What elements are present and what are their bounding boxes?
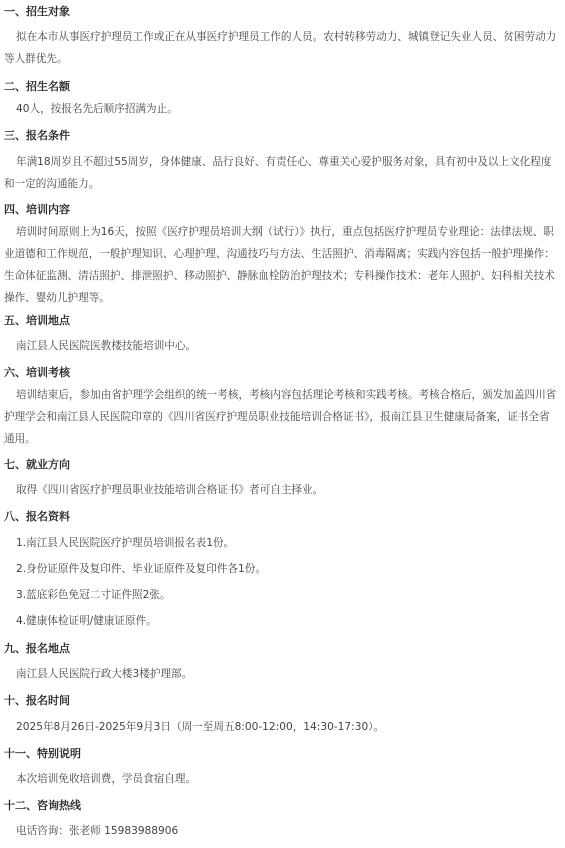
list-item [4, 610, 560, 632]
list-item [4, 584, 560, 606]
section-heading-quota: 二、招生名额 [4, 80, 70, 93]
section-heading-hotline: 十二、咨询热线 [4, 799, 81, 812]
section-body-content [4, 221, 560, 309]
section-body-assessment [4, 384, 560, 450]
list-item-text: 4.健康体检证明/健康证原件。 [16, 615, 157, 627]
section-body-text: 培训时间原则上为16天，按照《医疗护理员培训大纲（试行）》执行，重点包括医疗护理员专业理论：法律法规、职业道德和工作规范，一般护理知识、心理护理、沟通技巧与方法、生活照护、消毒隔离；实践内容包括一般护理操作：生命体征监测、清洁照护、排泄照护、移动照护、静脉血栓防治护理技术；专科操作技术：老年人照护、妇科相关技术操作、婴幼儿护理等。 [4, 226, 555, 304]
section-body-hotline [4, 820, 560, 842]
section-heading-enrollment-target: 一、招生对象 [4, 5, 70, 18]
section-body-text: 2025年8月26日-2025年9月3日（周一至周五8:00-12:00，14:30-17:30）。 [16, 721, 385, 733]
section-heading-assessment: 六、培训考核 [4, 366, 70, 379]
section-body-text: 培训结束后，参加由省护理学会组织的统一考核，考核内容包括理论考核和实践考核。考核合格后，颁发加盖四川省护理学会和南江县人民医院印章的《四川省医疗护理员职业技能培训合格证书》，报南江县卫生健康局备案，证书全省通用。 [4, 389, 557, 445]
section-heading-registration-place: 九、报名地点 [4, 642, 70, 655]
list-item [4, 532, 560, 554]
list-item-text: 3.蓝底彩色免冠二寸证件照2张。 [16, 589, 171, 601]
section-body-special-notes [4, 768, 560, 790]
list-item [4, 558, 560, 580]
list-item-text: 2.身份证原件及复印件、毕业证原件及复印件各1份。 [16, 563, 266, 575]
section-heading-materials: 八、报名资料 [4, 510, 70, 523]
contact-phone: 电话咨询：张老师 15983988906 [16, 825, 179, 837]
section-body-requirements [4, 151, 560, 195]
section-body-quota [4, 98, 560, 120]
section-heading-content: 四、培训内容 [4, 203, 70, 216]
section-heading-requirements: 三、报名条件 [4, 129, 70, 142]
section-heading-employment: 七、就业方向 [4, 458, 70, 471]
list-item-text: 1.南江县人民医院医疗护理员培训报名表1份。 [16, 537, 235, 549]
section-body-text: 年满18周岁且不超过55周岁，身体健康、品行良好、有责任心、尊重关心爱护服务对象，具有初中及以上文化程度和一定的沟通能力。 [4, 156, 552, 190]
section-body-registration-time [4, 716, 560, 738]
section-body-text: 取得《四川省医疗护理员职业技能培训合格证书》者可自主择业。 [16, 484, 324, 496]
section-body-employment [4, 479, 560, 501]
section-body-text: 拟在本市从事医疗护理员工作或正在从事医疗护理员工作的人员。农村转移劳动力、城镇登记失业人员、贫困劳动力等人群优先。 [4, 31, 557, 65]
section-body-enrollment-target [4, 26, 560, 70]
section-heading-location: 五、培训地点 [4, 314, 70, 327]
section-body-text: 南江县人民医院医教楼技能培训中心。 [16, 340, 197, 352]
section-body-text: 本次培训免收培训费，学员食宿自理。 [16, 773, 197, 785]
section-heading-registration-time: 十、报名时间 [4, 694, 70, 707]
section-body-text: 南江县人民医院行政大楼3楼护理部。 [16, 668, 193, 680]
section-heading-special-notes: 十一、特别说明 [4, 747, 81, 760]
section-body-registration-place [4, 663, 560, 685]
section-body-location [4, 335, 560, 357]
section-body-text: 40人，按报名先后顺序招满为止。 [16, 103, 178, 115]
